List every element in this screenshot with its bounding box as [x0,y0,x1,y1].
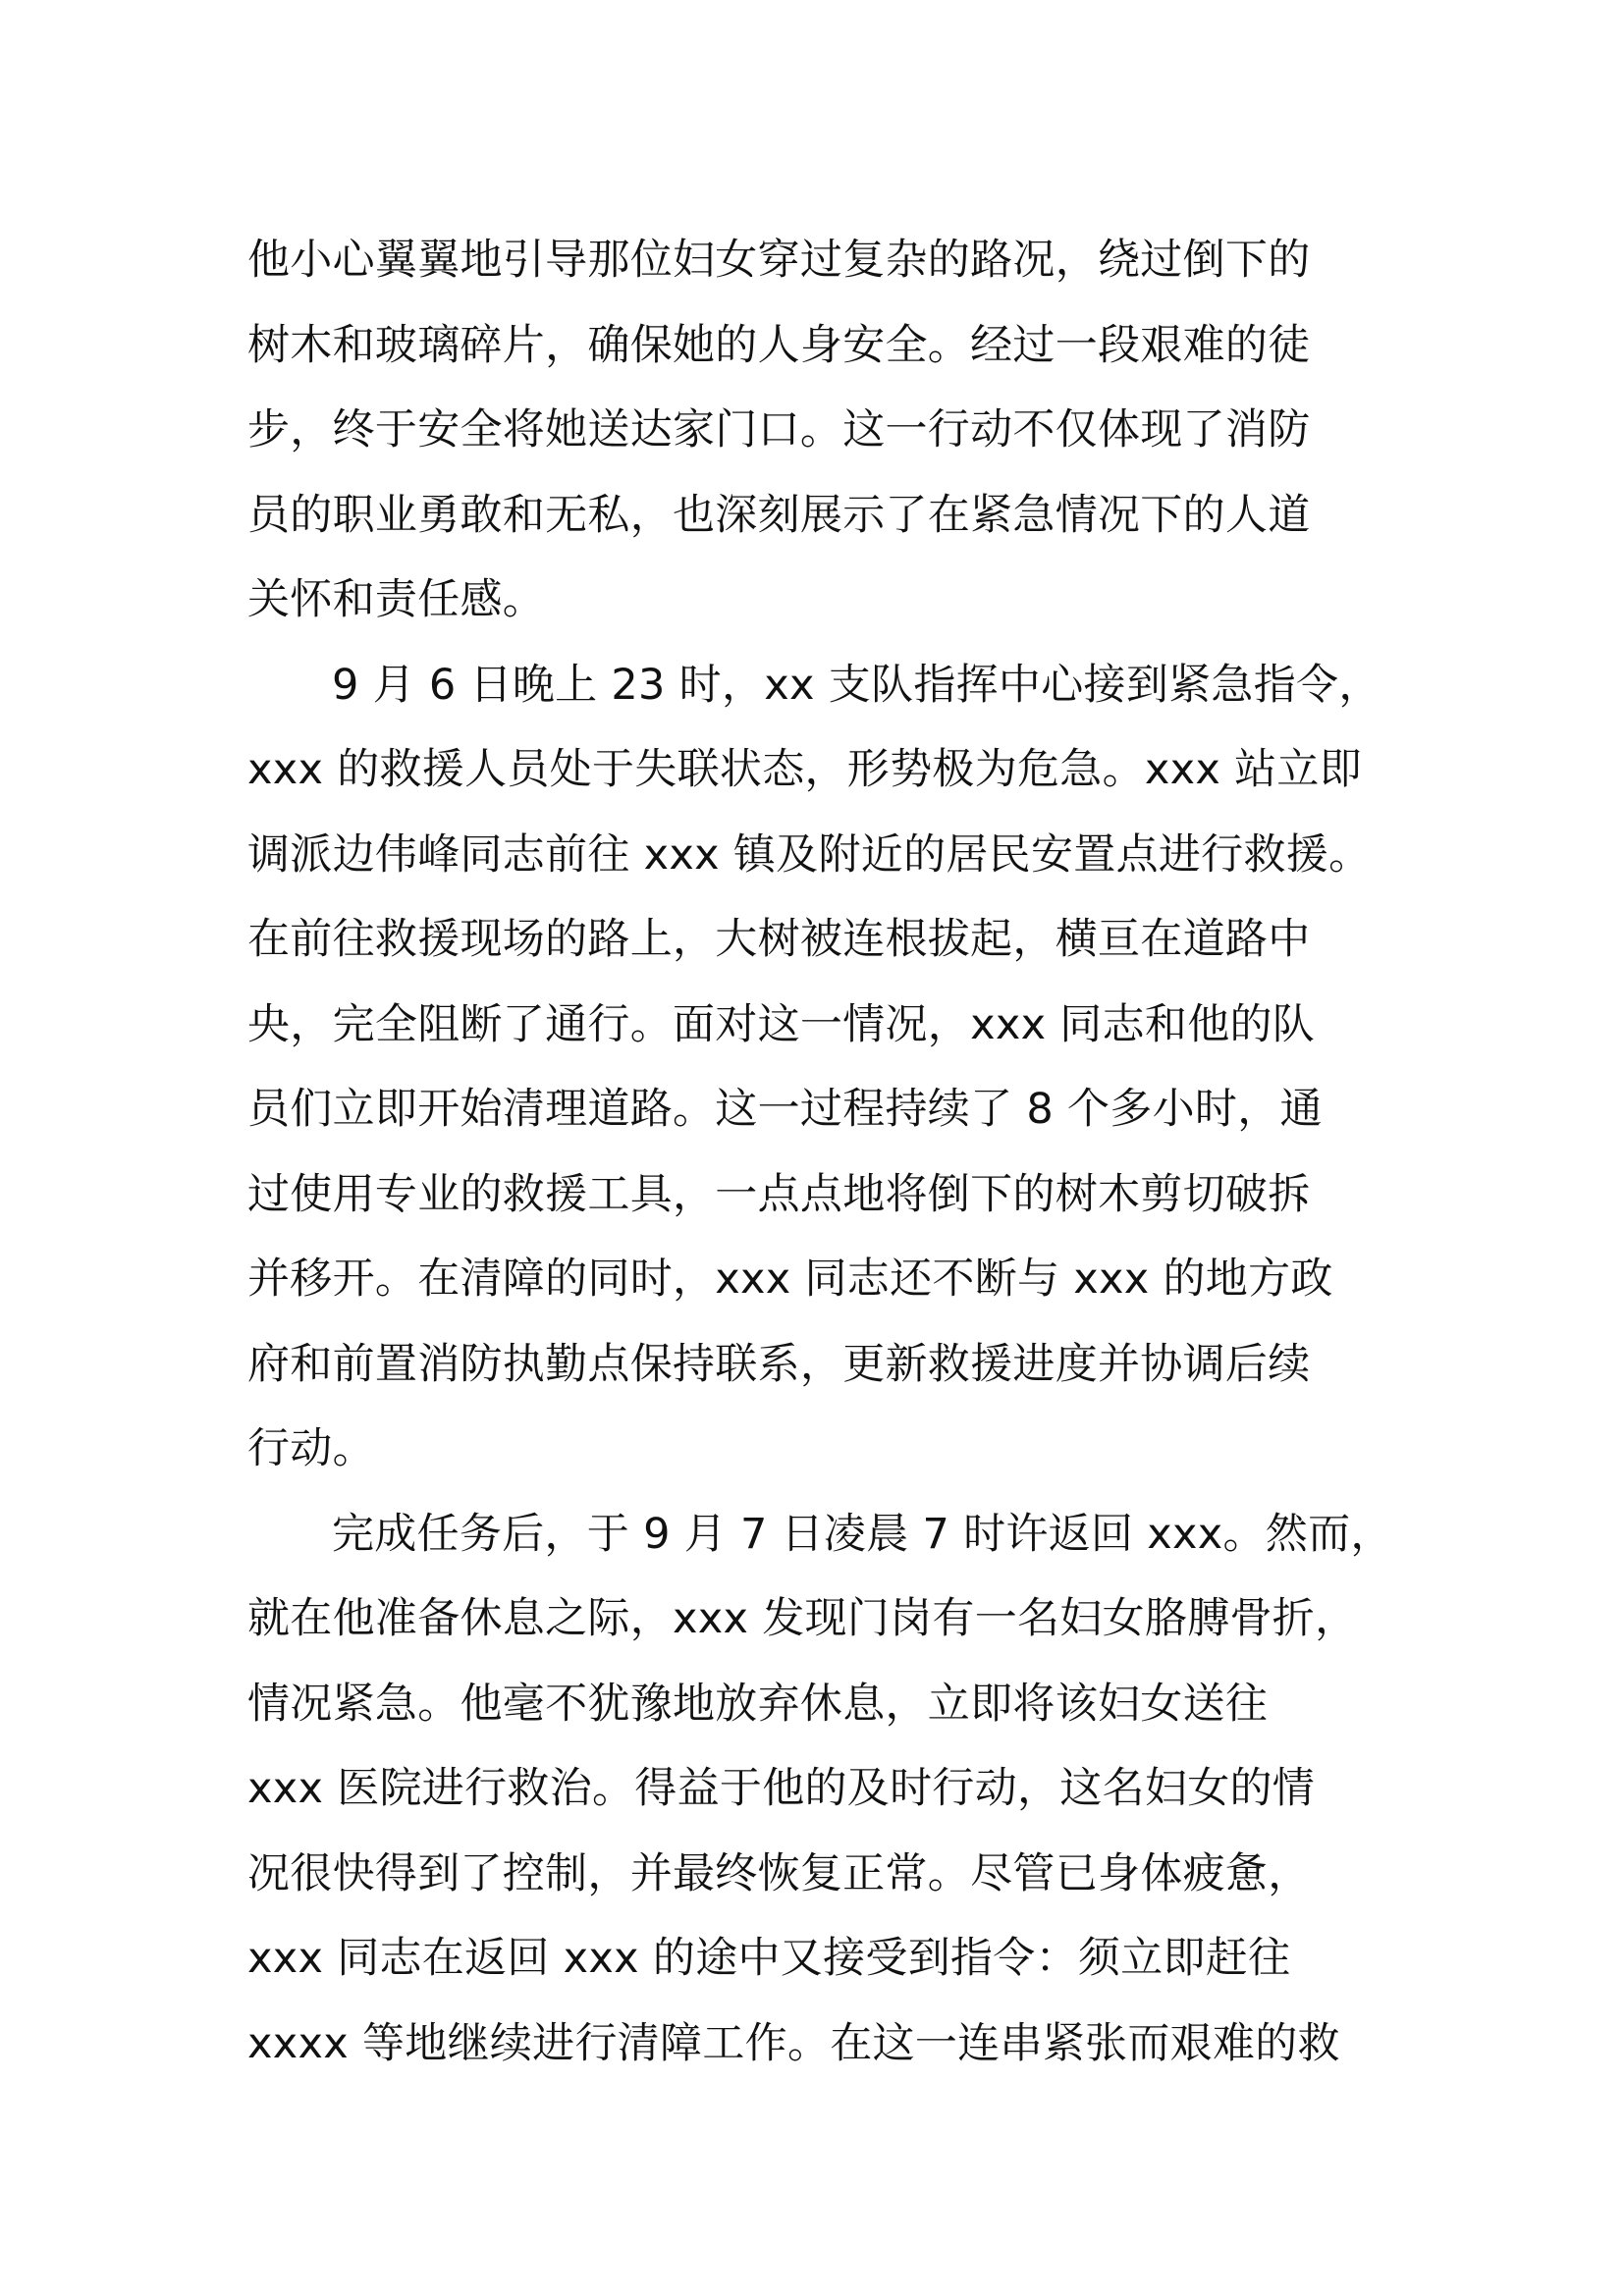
text-line: 关怀和责任感。 [247,575,546,624]
text-line: 央，完全阻断了通行。面对这一情况，xxx 同志和他的队 [247,999,1316,1049]
text-line: 员们立即开始清理道路。这一过程持续了 8 个多小时，通 [247,1085,1323,1134]
text-line: xxx 医院进行救治。得益于他的及时行动，这名妇女的情 [247,1764,1316,1813]
text-line: 就在他准备休息之际，xxx 发现门岗有一名妇女胳膊骨折， [247,1594,1358,1643]
text-line: xxx 同志在返回 xxx 的途中又接受到指令：须立即赶往 [247,1934,1291,1983]
text-line: 他小心翼翼地引导那位妇女穿过复杂的路况，绕过倒下的 [247,236,1311,285]
text-line: 行动。 [247,1424,375,1473]
text-line: 员的职业勇敢和无私，也深刻展示了在紧急情况下的人道 [247,490,1311,540]
text-line: 并移开。在清障的同时，xxx 同志还不断与 xxx 的地方政 [247,1255,1333,1304]
text-line: 步，终于安全将她送达家门口。这一行动不仅体现了消防 [247,405,1311,454]
text-line: xxx 的救援人员处于失联状态，形势极为危急。xxx 站立即 [247,745,1363,794]
paragraph-first-line: 9 月 6 日晚上 23 时，xx 支队指挥中心接到紧急指令， [332,660,1381,710]
text-line: 调派边伟峰同志前往 xxx 镇及附近的居民安置点进行救援。 [247,829,1372,880]
paragraph-first-line: 完成任务后，于 9 月 7 日凌晨 7 时许返回 xxx。然而， [332,1509,1393,1559]
text-line: xxxx 等地继续进行清障工作。在这一连串紧张而艰难的救 [247,2018,1340,2068]
text-line: 树木和玻璃碎片，确保她的人身安全。经过一段艰难的徒 [247,320,1311,370]
document-body [247,218,1396,2086]
text-line: 情况紧急。他毫不犹豫地放弃休息，立即将该妇女送往 [247,1679,1269,1729]
text-line: 府和前置消防执勤点保持联系，更新救援进度并协调后续 [247,1339,1311,1389]
text-line: 过使用专业的救援工具，一点点地将倒下的树木剪切破拆 [247,1169,1311,1219]
text-line: 在前往救援现场的路上，大树被连根拔起，横亘在道路中 [247,915,1311,964]
text-line: 况很快得到了控制，并最终恢复正常。尽管已身体疲惫， [247,1848,1311,1898]
